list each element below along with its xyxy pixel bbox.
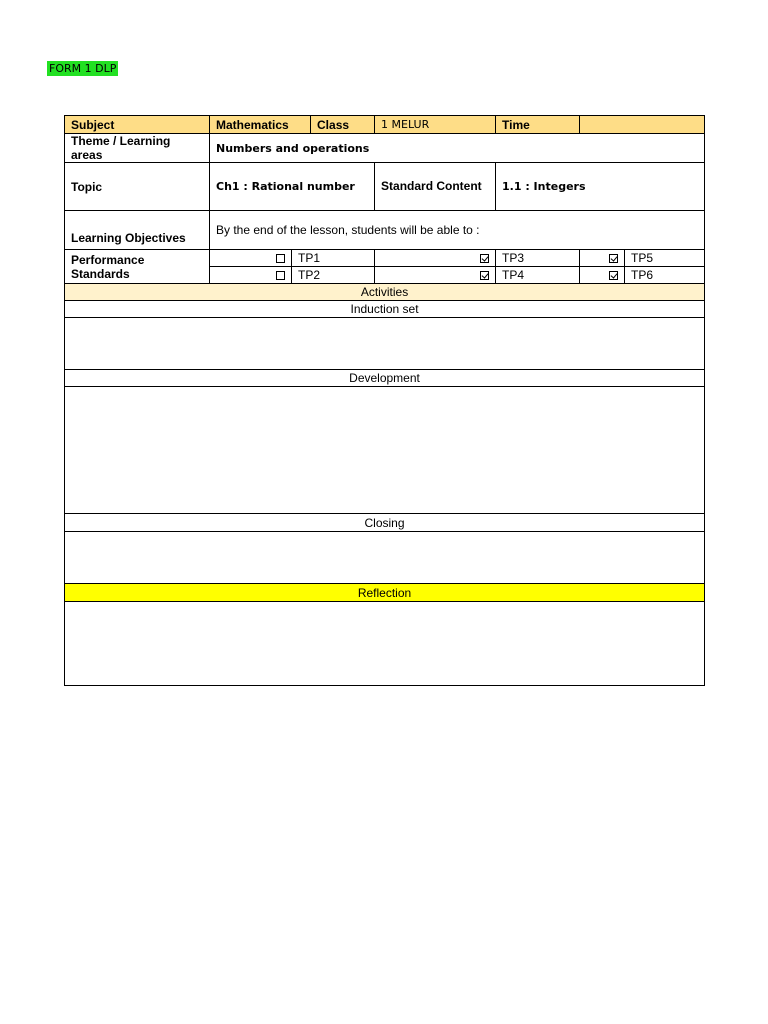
closing-content-row [65, 532, 705, 584]
induction-heading: Induction set [65, 301, 705, 318]
tp2-checkbox-cell[interactable] [210, 267, 292, 284]
closing-row [65, 514, 705, 532]
reflection-content[interactable] [65, 602, 705, 686]
theme-value: Numbers and operations [210, 134, 705, 163]
class-label: Class [311, 116, 375, 134]
topic-label: Topic [65, 163, 210, 211]
tp5-label: TP5 [625, 250, 705, 267]
objectives-row [65, 211, 705, 250]
time-label: Time [496, 116, 580, 134]
standard-content-label: Standard Content [375, 163, 496, 211]
activities-heading: Activities [65, 284, 705, 301]
reflection-heading: Reflection [65, 584, 705, 602]
development-content-row [65, 387, 705, 514]
induction-content-row [65, 318, 705, 370]
topic-row [65, 163, 705, 211]
tp1-checkbox[interactable] [276, 254, 285, 263]
closing-content[interactable] [65, 532, 705, 584]
form-label: FORM 1 DLP [49, 62, 117, 75]
objectives-value: By the end of the lesson, students will be able to : [210, 211, 705, 250]
performance-row-1 [65, 250, 705, 267]
induction-row [65, 301, 705, 318]
time-value [580, 116, 705, 134]
tp2-label: TP2 [292, 267, 375, 284]
activities-row [65, 284, 705, 301]
tp4-checkbox[interactable] [480, 271, 489, 280]
tp6-checkbox-cell[interactable] [580, 267, 625, 284]
standard-content-value: 1.1 : Integers [496, 163, 705, 211]
tp6-checkbox[interactable] [609, 271, 618, 280]
subject-value: Mathematics [210, 116, 311, 134]
tp5-checkbox-cell[interactable] [580, 250, 625, 267]
development-heading: Development [65, 370, 705, 387]
lesson-plan-table [64, 115, 705, 686]
tp4-label: TP4 [496, 267, 580, 284]
performance-label: Performance Standards [65, 250, 210, 284]
topic-value: Ch1 : Rational number [210, 163, 375, 211]
tp3-checkbox-cell[interactable] [375, 250, 496, 267]
subject-row [65, 116, 705, 134]
tp1-label: TP1 [292, 250, 375, 267]
theme-row [65, 134, 705, 163]
closing-heading: Closing [65, 514, 705, 532]
tp6-label: TP6 [625, 267, 705, 284]
tp3-checkbox[interactable] [480, 254, 489, 263]
tp2-checkbox[interactable] [276, 271, 285, 280]
tp5-checkbox[interactable] [609, 254, 618, 263]
tp3-label: TP3 [496, 250, 580, 267]
theme-label: Theme / Learning areas [65, 134, 210, 163]
subject-label: Subject [65, 116, 210, 134]
class-value: 1 MELUR [375, 116, 496, 134]
development-content[interactable] [65, 387, 705, 514]
reflection-row [65, 584, 705, 602]
tp1-checkbox-cell[interactable] [210, 250, 292, 267]
development-row [65, 370, 705, 387]
tp4-checkbox-cell[interactable] [375, 267, 496, 284]
induction-content[interactable] [65, 318, 705, 370]
objectives-label: Learning Objectives [65, 211, 210, 250]
reflection-content-row [65, 602, 705, 686]
